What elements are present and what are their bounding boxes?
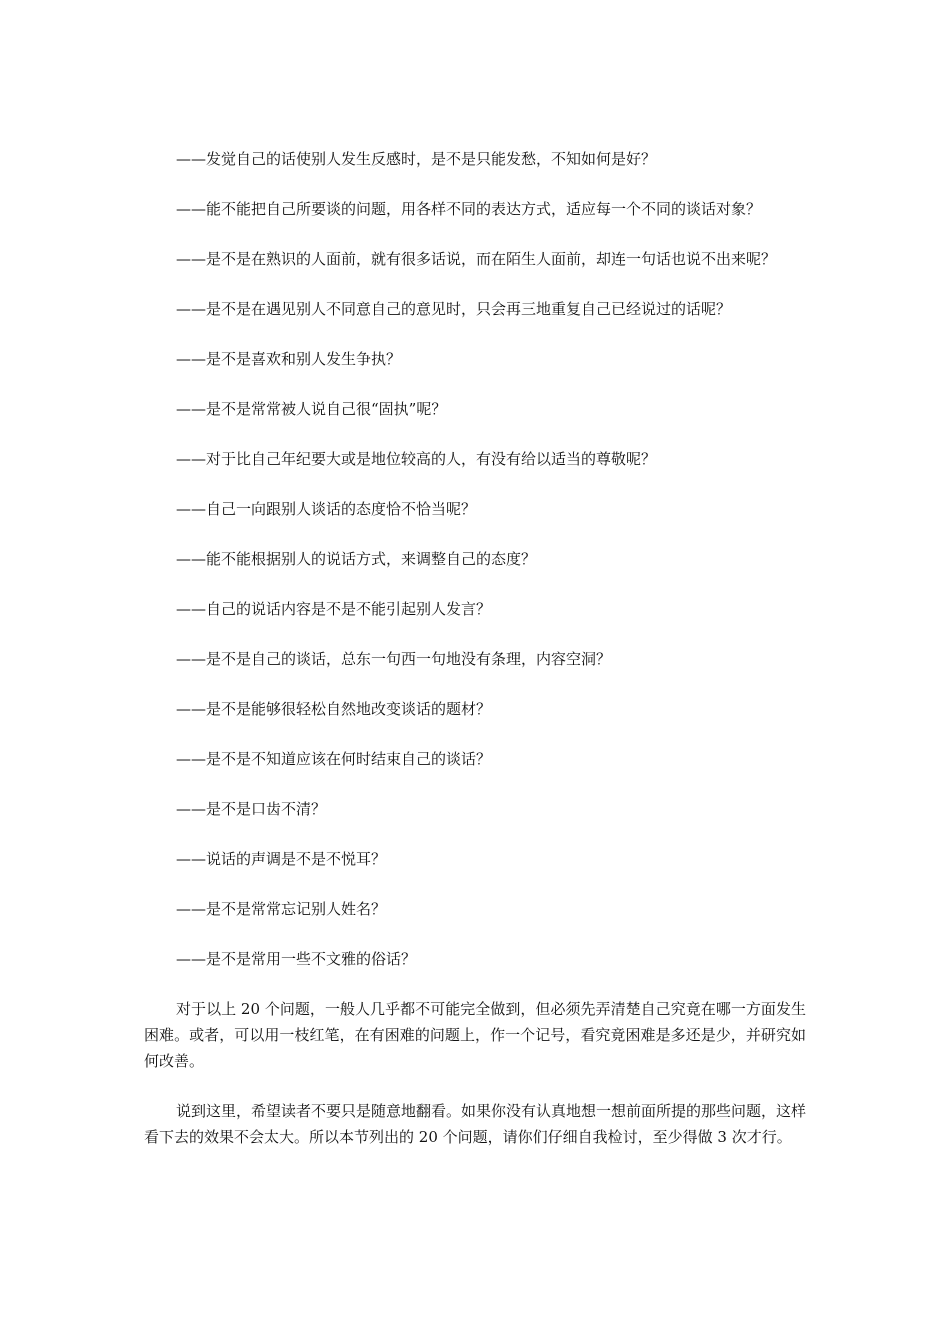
document-page: [144, 146, 806, 1174]
question-14: ——是不是口齿不清？: [176, 800, 327, 818]
question-7: ——对于比自己年纪要大或是地位较高的人，有没有给以适当的尊敬呢？: [176, 450, 657, 468]
question-2: ——能不能把自己所要谈的问题，用各样不同的表达方式，适应每一个不同的谈话对象？: [176, 200, 762, 218]
question-10: ——自己的说话内容是不是不能引起别人发言？: [176, 600, 492, 618]
question-3: ——是不是在熟识的人面前，就有很多话说，而在陌生人面前，却连一句话也说不出来呢？: [176, 250, 777, 268]
question-6: ——是不是常常被人说自己很“固执”呢？: [176, 400, 447, 418]
question-16: ——是不是常常忘记别人姓名？: [176, 900, 387, 918]
question-11: ——是不是自己的谈话，总东一句西一句地没有条理，内容空洞？: [176, 650, 612, 668]
question-1: ——发觉自己的话使别人发生反感时，是不是只能发愁，不知如何是好？: [176, 150, 657, 168]
question-5: ——是不是喜欢和别人发生争执？: [176, 350, 402, 368]
question-9: ——能不能根据别人的说话方式，来调整自己的态度？: [176, 550, 537, 568]
closing-paragraph-2: 说到这里，希望读者不要只是随意地翻看。如果你没有认真地想一想前面所提的那些问题，这样看下去的效果不会太大。所以本节列出的 20 个问题，请你们仔细自我检讨，至少得做 3 次才行。: [144, 1102, 807, 1146]
question-15: ——说话的声调是不是不悦耳？: [176, 850, 387, 868]
question-12: ——是不是能够很轻松自然地改变谈话的题材？: [176, 700, 492, 718]
question-4: ——是不是在遇见别人不同意自己的意见时，只会再三地重复自己已经说过的话呢？: [176, 300, 732, 318]
question-17: ——是不是常用一些不文雅的俗话？: [176, 950, 417, 968]
question-8: ——自己一向跟别人谈话的态度恰不恰当呢？: [176, 500, 477, 518]
closing-paragraph-1: 对于以上 20 个问题，一般人几乎都不可能完全做到，但必须先弄清楚自己究竟在哪一方面发生困难。或者，可以用一枝红笔，在有困难的问题上，作一个记号，看究竟困难是多还是少，并研究如何改善。: [144, 1000, 806, 1070]
question-13: ——是不是不知道应该在何时结束自己的谈话？: [176, 750, 492, 768]
